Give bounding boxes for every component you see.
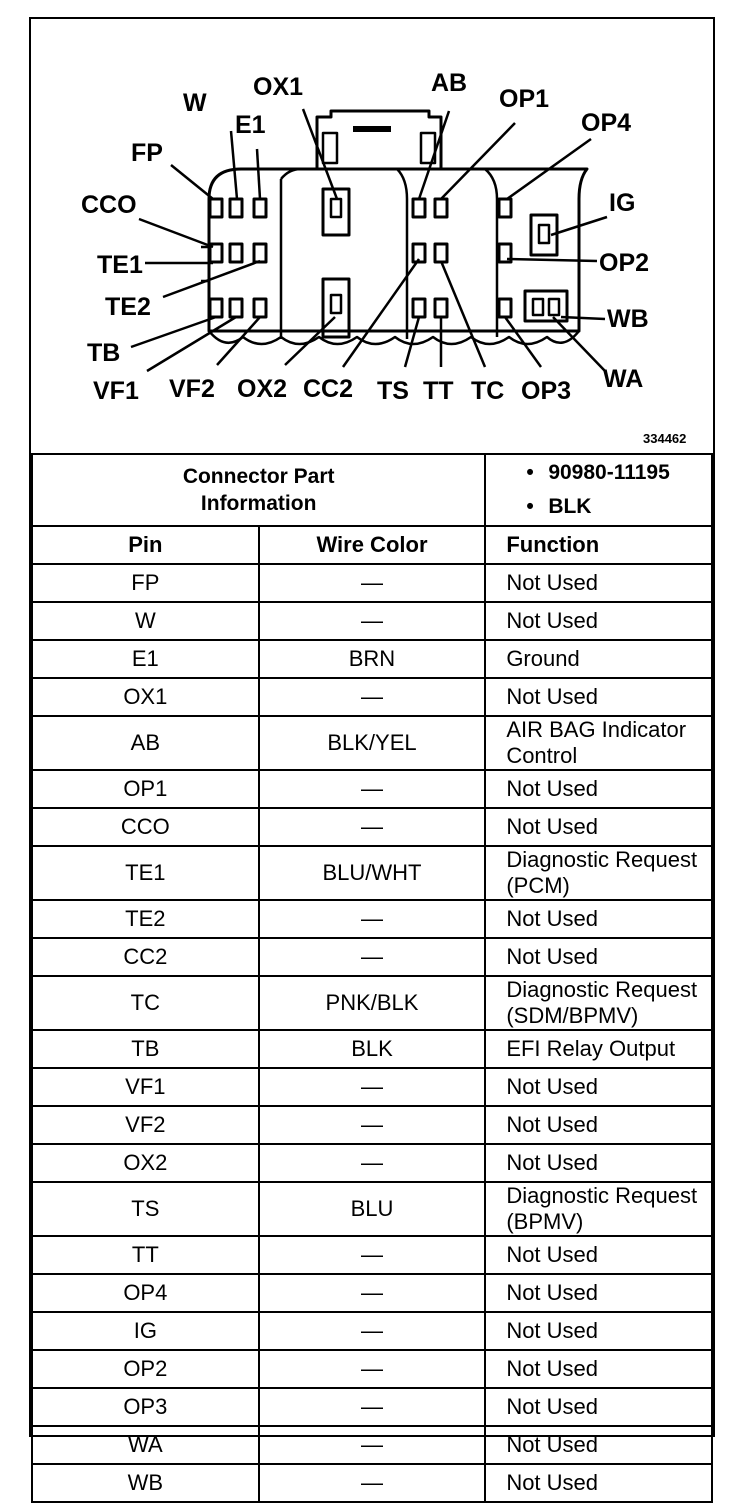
table-row [32, 1144, 712, 1182]
pin-label-fp: FP [131, 139, 163, 167]
connector-diagram [31, 19, 713, 453]
table-row [32, 808, 712, 846]
table-row [32, 716, 712, 770]
wire-color-cell: — [259, 1236, 486, 1274]
pin-cell: WA [32, 1426, 259, 1464]
wire-color-cell: BLU/WHT [259, 846, 486, 900]
pin-label-te1: TE1 [97, 251, 143, 279]
function-cell: Diagnostic Request (PCM) [485, 846, 712, 900]
header-function: Function [485, 526, 712, 564]
pin-label-w: W [183, 89, 207, 117]
pin-label-ox1: OX1 [253, 73, 304, 101]
wire-color-cell: BLK [259, 1030, 486, 1068]
pin-label-op1: OP1 [499, 85, 550, 113]
function-cell: Not Used [485, 900, 712, 938]
leader-fp [171, 165, 213, 199]
function-cell: Not Used [485, 564, 712, 602]
pin-cell: TE2 [32, 900, 259, 938]
pin-cell: TE1 [32, 846, 259, 900]
pin-label-tb: TB [87, 339, 121, 367]
function-cell: Not Used [485, 678, 712, 716]
function-cell: EFI Relay Output [485, 1030, 712, 1068]
connector-latch [317, 111, 441, 169]
function-cell: Not Used [485, 1426, 712, 1464]
table-row [32, 1274, 712, 1312]
wire-color-cell: — [259, 1350, 486, 1388]
table-row [32, 564, 712, 602]
wire-color-cell: — [259, 1144, 486, 1182]
pin-label-vf2: VF2 [169, 375, 215, 403]
pin-cell: OP2 [32, 1350, 259, 1388]
wire-color-cell: — [259, 938, 486, 976]
table-row [32, 602, 712, 640]
connector-drawing [31, 19, 713, 453]
function-cell: Not Used [485, 1274, 712, 1312]
pin-label-vf1: VF1 [93, 377, 139, 405]
pin-label-op4: OP4 [581, 109, 632, 137]
connector-part-number: • 90980-11195 [526, 461, 670, 484]
wire-color-cell: PNK/BLK [259, 976, 486, 1030]
function-cell: Not Used [485, 1106, 712, 1144]
connector-color-text: BLK [548, 495, 592, 518]
connector-table [31, 453, 713, 1503]
pin-label-te2: TE2 [105, 293, 151, 321]
function-cell: Not Used [485, 1464, 712, 1502]
connector-color: • BLK [526, 495, 592, 518]
pin-cell: CCO [32, 808, 259, 846]
pin-cell: CC2 [32, 938, 259, 976]
table-header-row [32, 526, 712, 564]
leader-ab [419, 111, 449, 199]
table-row [32, 770, 712, 808]
pin-cell: TS [32, 1182, 259, 1236]
pin-cell: VF2 [32, 1106, 259, 1144]
leader-cco [139, 219, 213, 247]
leader-op2 [507, 259, 597, 261]
wire-color-cell: — [259, 1426, 486, 1464]
pin-label-e1: E1 [235, 111, 266, 139]
function-cell: Ground [485, 640, 712, 678]
function-cell: Diagnostic Request (BPMV) [485, 1182, 712, 1236]
connector-info-row [32, 454, 712, 526]
table-row [32, 640, 712, 678]
wire-color-cell: — [259, 564, 486, 602]
wire-color-cell: — [259, 900, 486, 938]
figure-number: 334462 [643, 431, 687, 446]
table-row [32, 1236, 712, 1274]
function-cell: Not Used [485, 1068, 712, 1106]
connector-info-values [485, 454, 712, 526]
pin-cell: FP [32, 564, 259, 602]
table-row [32, 678, 712, 716]
connector-part-number-text: 90980-11195 [548, 461, 670, 484]
pin-label-ox2: OX2 [237, 375, 288, 403]
pin-cell: TT [32, 1236, 259, 1274]
pin-cell: W [32, 602, 259, 640]
table-row [32, 846, 712, 900]
pin-cell: AB [32, 716, 259, 770]
wire-color-cell: — [259, 1388, 486, 1426]
pin-label-ts: TS [377, 377, 409, 405]
wire-color-cell: — [259, 1464, 486, 1502]
pin-cell: TC [32, 976, 259, 1030]
function-cell: Not Used [485, 1236, 712, 1274]
table-row [32, 1312, 712, 1350]
pin-label-cc2: CC2 [303, 375, 354, 403]
wire-color-cell: BRN [259, 640, 486, 678]
pin-cell: OX1 [32, 678, 259, 716]
pin-label-op3: OP3 [521, 377, 572, 405]
wire-color-cell: — [259, 1274, 486, 1312]
wire-color-cell: — [259, 770, 486, 808]
leader-op1 [441, 123, 515, 199]
pin-label-cco: CCO [81, 191, 137, 219]
pin-cell: OP3 [32, 1388, 259, 1426]
function-cell: Not Used [485, 938, 712, 976]
pin-label-ab: AB [431, 69, 468, 97]
leader-w [231, 131, 237, 199]
function-cell: Not Used [485, 1388, 712, 1426]
leader-ox1 [303, 109, 337, 199]
pin-label-tt: TT [423, 377, 454, 405]
pin-cell: VF1 [32, 1068, 259, 1106]
table-row [32, 938, 712, 976]
table-row [32, 1464, 712, 1502]
header-wire-color: Wire Color [259, 526, 486, 564]
function-cell: Not Used [485, 1350, 712, 1388]
wire-color-cell: BLK/YEL [259, 716, 486, 770]
table-row [32, 1350, 712, 1388]
wire-color-cell: — [259, 1068, 486, 1106]
pin-label-op2: OP2 [599, 249, 650, 277]
function-cell: Not Used [485, 1312, 712, 1350]
wire-color-cell: — [259, 602, 486, 640]
pin-label-wa: WA [603, 365, 644, 393]
table-row [32, 1106, 712, 1144]
function-cell: Not Used [485, 770, 712, 808]
pin-label-ig: IG [609, 189, 636, 217]
leader-e1 [257, 149, 260, 199]
pin-cell: WB [32, 1464, 259, 1502]
table-row [32, 1068, 712, 1106]
leader-tb [131, 317, 216, 347]
function-cell: AIR BAG Indicator Control [485, 716, 712, 770]
leader-te2 [163, 261, 260, 297]
table-row [32, 1030, 712, 1068]
pin-cell: TB [32, 1030, 259, 1068]
header-pin: Pin [32, 526, 259, 564]
wire-color-cell: — [259, 1106, 486, 1144]
table-row [32, 1388, 712, 1426]
wire-color-cell: — [259, 808, 486, 846]
pin-cell: OP1 [32, 770, 259, 808]
pin-cell: IG [32, 1312, 259, 1350]
connector-info-header [32, 454, 485, 526]
connector-sheet [29, 17, 715, 1495]
function-cell: Not Used [485, 602, 712, 640]
pin-label-wb: WB [607, 305, 649, 333]
table-row [32, 1182, 712, 1236]
pin-cell: OX2 [32, 1144, 259, 1182]
function-cell: Diagnostic Request (SDM/BPMV) [485, 976, 712, 1030]
function-cell: Not Used [485, 808, 712, 846]
wire-color-cell: BLU [259, 1182, 486, 1236]
table-row [32, 1426, 712, 1464]
wire-color-cell: — [259, 678, 486, 716]
table-row [32, 900, 712, 938]
table-row [32, 976, 712, 1030]
pin-cell: E1 [32, 640, 259, 678]
function-cell: Not Used [485, 1144, 712, 1182]
connector-info-header-text: Connector Part Information [182, 465, 335, 515]
wire-color-cell: — [259, 1312, 486, 1350]
pin-label-tc: TC [471, 377, 505, 405]
pin-cell: OP4 [32, 1274, 259, 1312]
